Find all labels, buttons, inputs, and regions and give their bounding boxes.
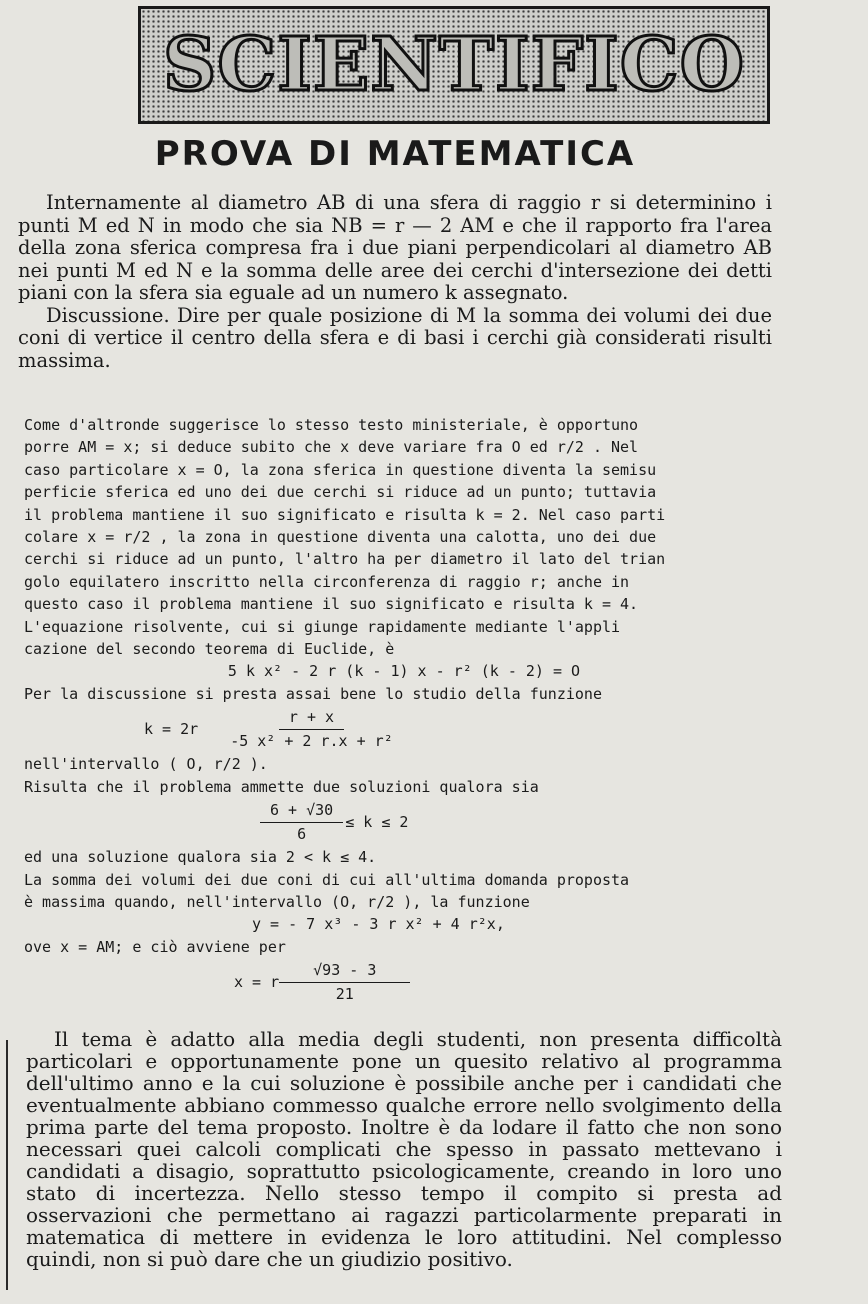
solution-line: cazione del secondo teorema di Euclide, è	[24, 640, 395, 659]
solution-line: cerchi si riduce ad un punto, l'altro ha per diametro il lato del trian	[24, 550, 666, 569]
result-lhs: x = r	[234, 972, 280, 991]
result-expression	[234, 958, 784, 1006]
commentary	[26, 1028, 782, 1270]
condition-relation: ≤ k ≤ 2	[345, 812, 409, 831]
condition-expression	[260, 798, 784, 846]
commentary-text: Il tema è adatto alla media degli studenti, non presenta difficoltà particolari e opportunamente pone un quesito relativo al programma dell'ultimo anno e la cui soluzione è possibile anche per i candidati che eventualmente abbiano commesso qualche errore nello svolgimento della prima parte del tema proposto. Inoltre è da lodare il fatto che non sono necessari quei calcoli complicati che spesso in passato mettevano i candidati a disagio, soprattutto psicologicamente, creando in loro uno stato di incertezza. Nello stesso tempo il compito si presta ad osservazioni che permettano ai ragazzi particolarmente preparati in matematica di mettere in evidenza le loro attitudini. Nel complesso quindi, non si può dare che un giudizio positivo.	[26, 1027, 782, 1271]
result-denominator: 21	[335, 984, 354, 1003]
solution-line: il problema mantiene il suo significato e risulta k = 2. Nel caso parti	[24, 505, 666, 524]
condition-numerator: 6 + √30	[260, 799, 343, 822]
function-k-fraction	[220, 706, 403, 752]
problem-statement	[18, 192, 772, 372]
result-numerator: √93 - 3	[279, 959, 410, 982]
function-k-denominator: -5 x² + 2 r.x + r²	[230, 731, 393, 750]
solution-line: questo caso il problema mantiene il suo significato e risulta k = 4.	[24, 595, 639, 614]
equation-resolvent: 5 k x² - 2 r (k - 1) x - r² (k - 2) = O	[227, 662, 581, 681]
sum-line: è massima quando, nell'intervallo (O, r/2 ), la funzione	[24, 892, 530, 911]
solution-line: colare x = r/2 , la zona in questione diventa una calotta, uno dei due	[24, 528, 657, 547]
interval-line: nell'intervallo ( O, r/2 ).	[24, 755, 268, 774]
solution-line: Come d'altronde suggerisce lo stesso testo ministeriale, è opportuno	[24, 416, 639, 434]
where-line: ove x = AM; e ciò avviene per	[24, 937, 286, 956]
solution-line: L'equazione risolvente, cui si giunge rapidamente mediante l'appli	[24, 617, 621, 636]
condition-fraction	[260, 799, 343, 845]
problem-discussion: Discussione. Dire per quale posizione di M la somma dei volumi dei due coni di vertice il centro della sfera e di basi i cerchi già considerati risulti massima.	[18, 303, 772, 372]
solution-line: porre AM = x; si deduce subito che x deve variare fra O ed r/2 . Nel	[24, 438, 639, 457]
margin-rule	[6, 1040, 8, 1290]
solution-block	[24, 414, 784, 1006]
problem-text: Internamente al diametro AB di una sfera di raggio r si determinino i punti M ed N in modo che sia NB = r — 2 AM e che il rapporto fra l'area della zona sferica compresa fra i due piani perpendicolari al diametro AB nei punti M ed N e la somma delle aree dei cerchi d'intersezione dei detti piani con la sfera sia eguale ad un numero k assegnato.	[18, 191, 772, 304]
study-line: Per la discussione si presta assai bene lo studio della funzione	[24, 684, 602, 703]
condition-denominator: 6	[297, 824, 307, 843]
page-subtitle: PROVA DI MATEMATICA	[154, 134, 636, 174]
banner-title: SCIENTIFICO	[162, 22, 746, 108]
solution-line: golo equilatero inscritto nella circonferenza di raggio r; anche in	[24, 572, 630, 591]
function-k	[144, 705, 784, 753]
one-solution-line: ed una soluzione qualora sia 2 < k ≤ 4.	[24, 848, 377, 867]
function-k-numerator: r + x	[279, 706, 344, 729]
function-y: y = - 7 x³ - 3 r x² + 4 r²x,	[252, 915, 505, 934]
result-fraction	[279, 959, 410, 1005]
solution-line: caso particolare x = O, la zona sferica in questione diventa la semisu	[24, 460, 657, 479]
sum-line: La somma dei volumi dei due coni di cui all'ultima domanda proposta	[24, 870, 630, 889]
section-banner	[138, 6, 770, 124]
solution-line: perficie sferica ed uno dei due cerchi si riduce ad un punto; tuttavia	[24, 483, 657, 502]
two-solutions-line: Risulta che il problema ammette due soluzioni qualora sia	[24, 777, 539, 796]
function-k-lhs: k = 2r	[144, 720, 199, 739]
